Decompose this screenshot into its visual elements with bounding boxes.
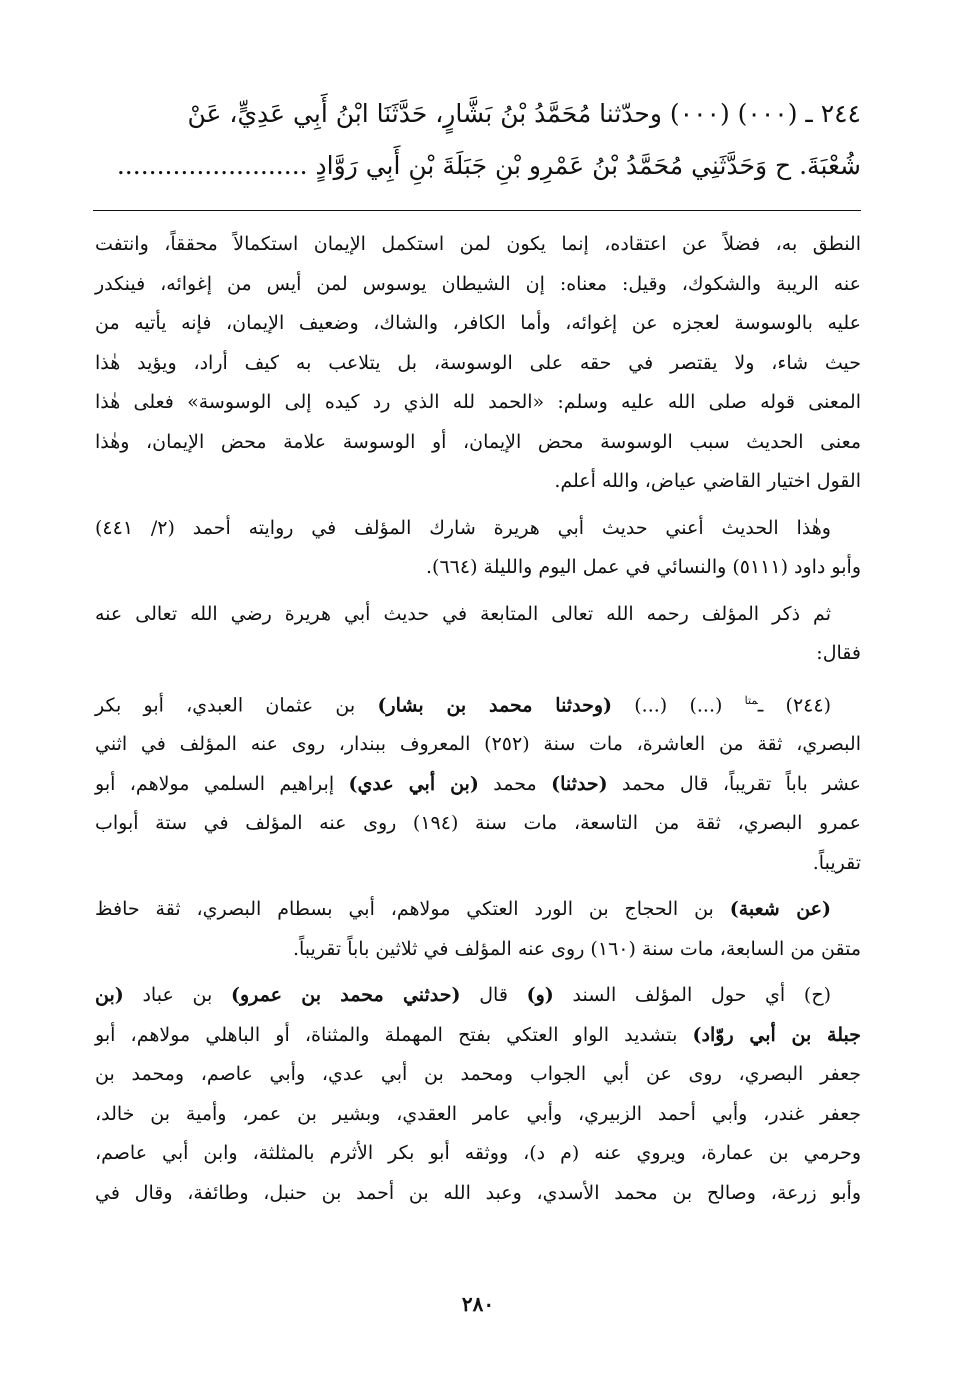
hadith-line-2-text: شُعْبَةَ. ح وَحَدَّثَنِي مُحَمَّدُ بْنُ عَمْرِو بْنِ جَبَلَةَ بْنِ أَبِي رَوَّادٍ [315,151,861,180]
hadith-line-2 [95,140,861,192]
commentary [95,225,861,1220]
text-line: المعنى قوله صلى الله عليه وسلم: «الحمد لله الذي رد كيده إلى الوسوسة» فعلى هٰذا [95,391,861,413]
hadith-line-1: ٢٤٤ ـ (٠٠٠) (٠٠٠) وحدّثنا مُحَمَّدُ بْنُ بَشَّارٍ، حَدَّثَنَا ابْنُ أَبِي عَدِيٍّ، عَنْ [187,99,861,128]
text-segment: قال [460,984,527,1007]
commentary-paragraph-3 [95,595,861,674]
text-segment: (...) (...) [611,693,745,716]
bold-narrator: (بن أبي عدي) [348,772,479,795]
text-line [95,681,861,726]
commentary-paragraph-6 [95,976,861,1213]
text-line: ثم ذكر المؤلف رحمه الله تعالى المتابعة في حديث أبي هريرة رضي الله تعالى عنه [95,602,831,625]
text-line: متقن من السابعة، مات سنة (١٦٠) روى عنه المؤلف في ثلاثين باباً تقريباً. [292,937,861,960]
text-line: وحرمي بن عمارة، ويروي عنه (م د)، ووثقه أبو بكر الأثرم بالمثلثة، وابن أبي عاصم، [95,1142,861,1165]
text-line [95,765,861,805]
text-line: النطق به، فضلاً عن اعتقاده، إنما يكون لمن استكمل الإيمان استكمالاً محققاً، وانتفت [95,233,861,255]
bold-narrator: جبلة بن أبي روّاد) [692,1023,861,1046]
hadith-text [95,88,861,192]
text-segment: بن الحجاج بن الورد العتكي مولاهم، أبي بسطام البصري، ثقة حافظ [95,898,730,921]
text-line: عمرو البصري، ثقة من التاسعة، مات سنة (١٩٤) روى عنه المؤلف في ستة أبواب [95,812,861,835]
text-line: وهٰذا الحديث أعني حديث أبي هريرة شارك المؤلف في روايته أحمد (٢/ ٤٤١) [95,516,831,539]
text-segment: (ح) أي حول المؤلف السند [553,984,831,1007]
text-segment: بتشديد الواو العتكي بفتح المهملة والمثناة، أو الباهلي مولاهم، أبو [95,1023,693,1046]
text-line [95,1016,861,1056]
text-line: القول اختيار القاضي عياض، والله أعلم. [554,470,861,492]
book-page [95,0,861,1379]
bold-narrator: (حدثنا) [551,772,608,795]
bold-narrator: (و) [526,984,554,1007]
text-line: جعفر غندر، وأبي أحمد الزبيري، وأبي عامر العقدي، وبشير بن عمر، وأمية بن خالد، [95,1102,861,1125]
text-line: وأبو داود (٥١١١) والنسائي في عمل اليوم والليلة (٦٦٤). [426,556,861,578]
text-line [95,890,861,930]
text-segment: محمد [478,772,552,795]
page-number: ٢٨٠ [461,1292,495,1316]
commentary-paragraph-1 [95,225,861,502]
bold-narrator: (بن [95,984,124,1007]
text-line: تقريباً. [812,851,861,874]
text-line: عنه الريبة والشكوك، وقيل: معناه: إن الشيطان يوسوس لمن أيس من إغوائه، فينكدر [95,272,861,295]
text-segment: عشر باباً تقريباً، قال محمد [607,772,861,795]
sanad-marker: متا [744,693,758,707]
commentary-paragraph-5 [95,890,861,969]
commentary-paragraph-4 [95,681,861,884]
commentary-paragraph-2 [95,509,861,588]
hadith-number: (٢٤٤) ـ [757,693,831,716]
bold-narrator: (وحدثنا محمد بن بشار) [377,693,612,716]
text-line: معنى الحديث سبب الوسوسة محض الإيمان، أو الوسوسة علامة محض الإيمان، وهٰذا [95,430,861,453]
text-line: حيث شاء، ولا يقتصر في حقه على الوسوسة، بل يتلاعب به كيف أراد، ويؤيد هٰذا [95,351,861,374]
text-segment: بن عثمان العبدي، أبو بكر [95,693,378,716]
text-segment: بن عباد [123,984,231,1007]
text-line: جعفر البصري، روى عن أبي الجواب ومحمد بن أبي عدي، وأبي عاصم، ومحمد بن [95,1063,861,1086]
bold-narrator: (حدثني محمد بن عمرو) [230,984,461,1007]
bold-narrator: (عن شعبة) [729,898,831,921]
text-line: البصري، ثقة من العاشرة، مات سنة (٢٥٢) المعروف ببندار، روى عنه المؤلف في اثني [95,733,861,756]
separator-rule [93,210,861,211]
text-line: فقال: [816,642,861,664]
text-line: عليه بالوسوسة لعجزه عن إغوائه، وأما الكافر، والشاك، وضعيف الإيمان، فإنه يأتيه من [95,312,861,334]
hadith-ellipsis: ........................ [116,151,308,180]
text-segment: إبراهيم السلمي مولاهم، أبو [95,772,349,795]
text-line [95,976,861,1016]
text-line: وأبو زرعة، وصالح بن محمد الأسدي، وعبد الله بن أحمد بن حنبل، وطائفة، وقال في [95,1181,861,1204]
